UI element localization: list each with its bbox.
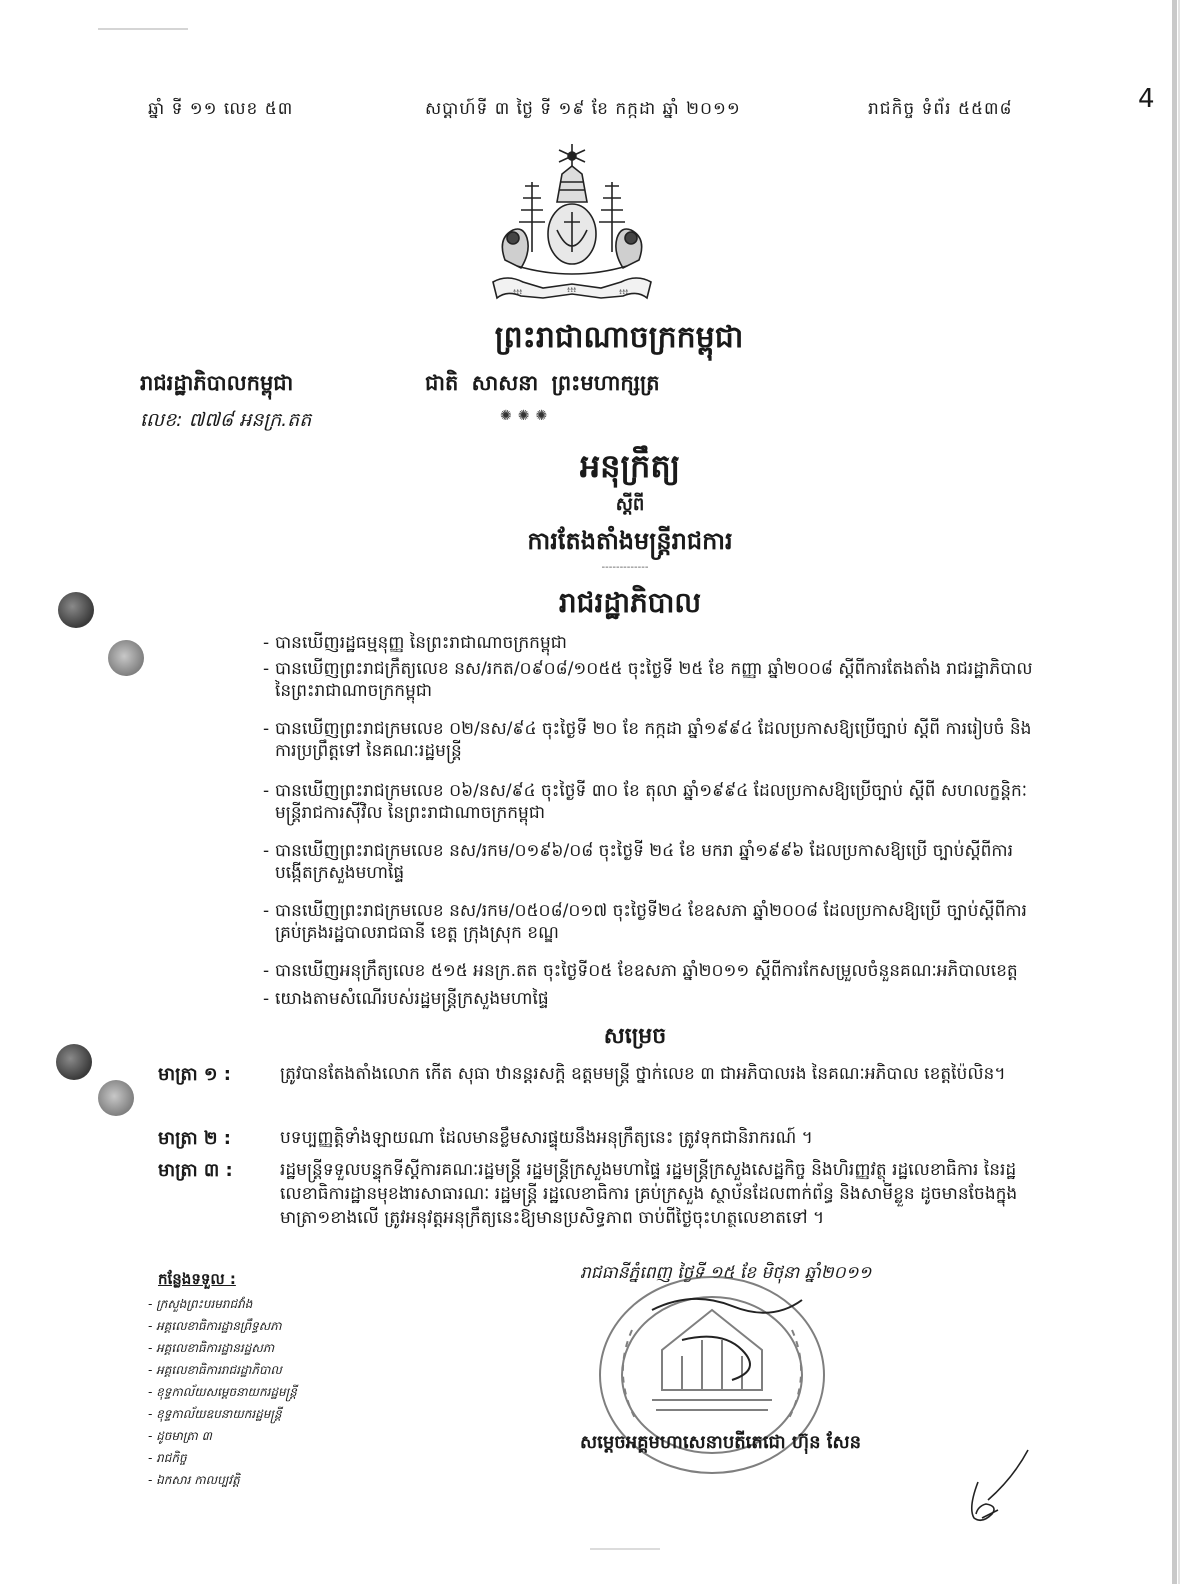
issuer-name: រាជរដ្ឋាភិបាលកម្ពុជា: [140, 370, 294, 395]
document-type: អនុក្រឹត្យ: [579, 447, 681, 485]
consideration-item: - បានឃើញព្រះរាជក្រមលេខ ០២/នស/៩៤ ចុះថ្ងៃទី ២០ ខែ កក្កដា ឆ្នាំ១៩៩៤ ដែលប្រកាសឱ្យប្រើច្បាប់ ស្តីពី ការរៀបចំ និងការប្រព្រឹត្តទៅ នៃគណៈរដ្ឋមន្ត្រី: [263, 719, 1032, 761]
svg-text:៖៖៖: ៖៖៖: [513, 288, 523, 296]
distribution-item: - ឯកសារ កាលប្បវត្តិ: [148, 1473, 240, 1487]
title-divider: -------------: [601, 562, 649, 573]
distribution-item: - ខុទ្ទកាល័យសម្តេចនាយករដ្ឋមន្ត្រី: [148, 1385, 297, 1399]
punch-hole: [98, 1080, 134, 1116]
article-label: មាត្រា ១ :: [158, 1064, 231, 1085]
motto-ornament: ✺✺✺: [500, 408, 554, 424]
article-text: ត្រូវបានតែងតាំងលោក កើត សុធា ឋានន្តរសក្តិ ឧត្តមមន្ត្រី ថ្នាក់លេខ ៣ ជាអភិបាលរង នៃគណៈអភិបាល ខេត្តប៉ៃលិន។: [280, 1064, 1006, 1084]
distribution-item: - អគ្គលេខាធិការដ្ឋានព្រឹទ្ធសភា: [148, 1319, 282, 1333]
decision-heading: សម្រេច: [603, 1023, 667, 1049]
svg-text:៖៖៖: ៖៖៖: [567, 286, 577, 294]
document-subject: ការតែងតាំងមន្ត្រីរាជការ: [527, 526, 733, 555]
distribution-item: - ខុទ្ទកាល័យឧបនាយករដ្ឋមន្ត្រី: [148, 1407, 282, 1421]
distribution-item: - ដូចមាត្រា ៣: [148, 1429, 212, 1443]
royal-coat-of-arms-icon: [487, 142, 657, 300]
signatory-name: សម្តេចអគ្គមហាសេនាបតីតេជោ ហ៊ុន សែន: [580, 1432, 862, 1453]
consideration-item: - បានឃើញព្រះរាជក្រឹត្យលេខ នស/រកត/០៩០៨/១០៥៥ ចុះថ្ងៃទី ២៥ ខែ កញ្ញា ឆ្នាំ២០០៨ ស្តីពីការតែងតាំង រាជរដ្ឋាភិបាល នៃព្រះរាជាណាចក្រកម្ពុជា: [263, 659, 1033, 701]
punch-hole: [108, 640, 144, 676]
document-about: ស្តីពី: [615, 494, 645, 515]
distribution-heading: កន្លែងទទួល :: [158, 1270, 236, 1288]
consideration-item: - បានឃើញព្រះរាជក្រមលេខ ០៦/នស/៩៤ ចុះថ្ងៃទី ៣០ ខែ តុលា ឆ្នាំ១៩៩៤ ដែលប្រកាសឱ្យប្រើច្បាប់ ស្តីពី សហលក្ខន្តិកៈមន្ត្រីរាជការស៊ីវិល នៃព្រះរាជាណាចក្រកម្ពុជា: [263, 781, 1028, 823]
article-text: បទប្បញ្ញត្តិទាំងឡាយណា ដែលមានខ្លឹមសារផ្ទុយនឹងអនុក្រឹត្យនេះ ត្រូវទុកជានិរាករណ៍ ។: [280, 1128, 813, 1148]
distribution-item: - អគ្គលេខាធិការរាជរដ្ឋាភិបាល: [148, 1363, 282, 1377]
punch-hole: [58, 592, 94, 628]
consideration-item: - យោងតាមសំណើរបស់រដ្ឋមន្ត្រីក្រសួងមហាផ្ទៃ: [263, 989, 549, 1009]
article-label: មាត្រា ៣ :: [158, 1160, 233, 1181]
consideration-item: - បានឃើញព្រះរាជក្រមលេខ នស/រកម/០៥០៨/០១៧ ចុះថ្ងៃទី២៤ ខែឧសភា ឆ្នាំ២០០៨ ដែលប្រកាសឱ្យប្រើ ច្បាប់ស្តីពីការគ្រប់គ្រងរដ្ឋបាលរាជធានី ខេត្ត ក្រុងស្រុក ខណ្ឌ: [263, 901, 1027, 943]
scan-artifact: [590, 1548, 660, 1550]
signing-place-date: រាជធានីភ្នំពេញ ថ្ងៃទី ១៥ ខែ មិថុនា ឆ្នាំ២០១១: [580, 1263, 872, 1283]
decree-number: លេខ: ៧៧៨ អនក្រ.តត: [140, 409, 312, 431]
national-motto: ជាតិ សាសនា ព្រះមហាក្សត្រ: [425, 370, 660, 395]
authority-heading: រាជរដ្ឋាភិបាល: [558, 586, 702, 619]
initials-signature: [958, 1448, 1038, 1528]
gazette-year-issue: ឆ្នាំ ទី ១១ លេខ ៥៣: [148, 99, 294, 119]
scan-artifact: [98, 28, 188, 30]
scan-edge-shadow: [1120, 0, 1190, 1584]
consideration-item: - បានឃើញព្រះរាជក្រមលេខ នស/រកម/០១៩៦/០៨ ចុះថ្ងៃទី ២៤ ខែ មករា ឆ្នាំ១៩៩៦ ដែលប្រកាសឱ្យប្រើ ច្បាប់ស្តីពីការបង្កើតក្រសួងមហាផ្ទៃ: [263, 841, 1014, 883]
svg-text:៖៖៖: ៖៖៖: [619, 288, 629, 296]
consideration-item: - បានឃើញរដ្ឋធម្មនុញ្ញ នៃព្រះរាជាណាចក្រកម្ពុជា: [263, 633, 567, 653]
gazette-page: រាជកិច្ច ទំព័រ ៥៥៣៨: [868, 99, 1013, 119]
distribution-item: - ក្រសួងព្រះបរមរាជវាំង: [148, 1297, 253, 1311]
distribution-item: - រាជកិច្ច: [148, 1451, 187, 1465]
margin-page-number: 4: [1138, 84, 1155, 114]
article-label: មាត្រា ២ :: [158, 1128, 231, 1149]
gazette-date: សប្តាហ៍ទី ៣ ថ្ងៃ ទី ១៩ ខែ កក្កដា ឆ្នាំ ២០១១: [425, 99, 741, 119]
consideration-item: - បានឃើញអនុក្រឹត្យលេខ ៥១៥ អនក្រ.តត ចុះថ្ងៃទី០៥ ខែឧសភា ឆ្នាំ២០១១ ស្តីពីការកែសម្រួលចំនួនគណៈអភិបាលខេត្ត: [263, 961, 1018, 981]
distribution-item: - អគ្គលេខាធិការដ្ឋានរដ្ឋសភា: [148, 1341, 275, 1355]
kingdom-name: ព្រះរាជាណាចក្រកម្ពុជា: [494, 320, 744, 355]
article-text: រដ្ឋមន្ត្រីទទួលបន្ទុកទីស្តីការគណៈរដ្ឋមន្ត្រី រដ្ឋមន្ត្រីក្រសួងមហាផ្ទៃ រដ្ឋមន្ត្រីក្រសួងសេដ្ឋកិច្ច និងហិរញ្ញវត្ថុ រដ្ឋលេខាធិការ នៃរដ្ឋលេខាធិការដ្ឋានមុខងារសាធារណៈ រដ្ឋមន្ត្រី រដ្ឋលេខាធិការ គ្រប់ក្រសួង ស្ថាប័នដែលពាក់ព័ន្ធ និងសាមីខ្លួន ដូចមានចែងក្នុងមាត្រា១ខាងលើ ត្រូវអនុវត្តអនុក្រឹត្យនេះឱ្យមានប្រសិទ្ធភាព ចាប់ពីថ្ងៃចុះហត្ថលេខាតទៅ ។: [280, 1160, 1018, 1228]
